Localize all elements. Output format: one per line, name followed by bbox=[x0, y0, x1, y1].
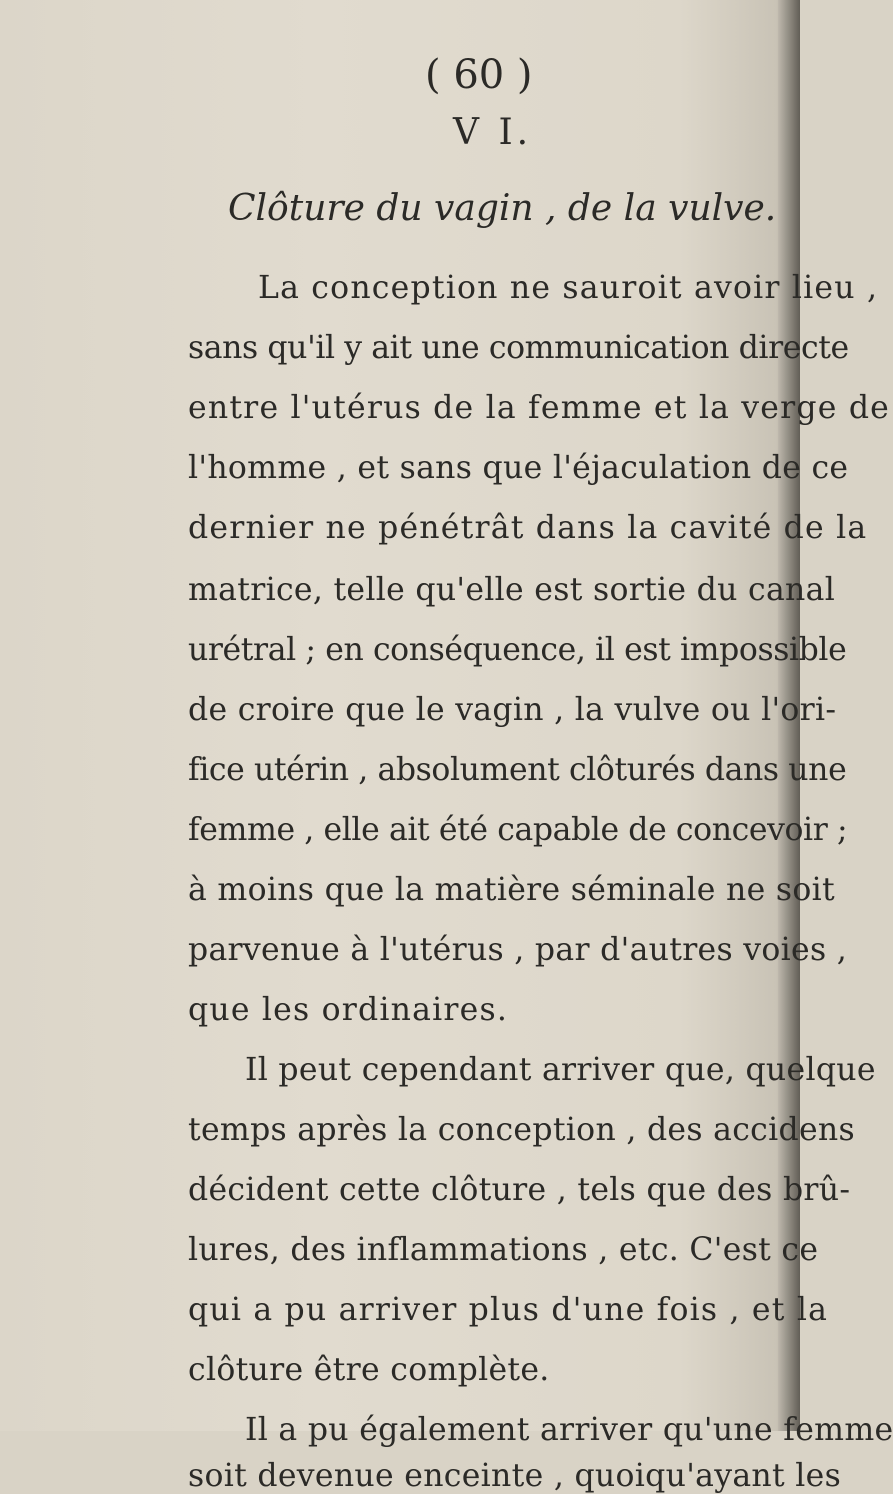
text-line: que les ordinaires. bbox=[188, 992, 509, 1028]
text-line: lures, des inflammations , etc. C'est ce bbox=[188, 1232, 819, 1268]
text-line: fice utérin , absolument clôturés dans une bbox=[188, 752, 847, 788]
text-line: sans qu'il y ait une communication directe bbox=[188, 330, 849, 366]
text-line: femme , elle ait été capable de concevoir ; bbox=[188, 812, 848, 848]
text-line: temps après la conception , des accidens bbox=[188, 1112, 855, 1148]
page-number: ( 60 ) bbox=[425, 52, 533, 98]
text-line: matrice, telle qu'elle est sortie du canal bbox=[188, 572, 836, 608]
text-line: de croire que le vagin , la vulve ou l'ori- bbox=[188, 692, 837, 728]
text-line: décident cette clôture , tels que des brû- bbox=[188, 1172, 851, 1208]
text-line: soit devenue enceinte , quoiqu'ayant les bbox=[188, 1458, 842, 1494]
text-line: parvenue à l'utérus , par d'autres voies , bbox=[188, 932, 848, 968]
text-line: urétral ; en conséquence, il est impossible bbox=[188, 632, 847, 668]
text-line: qui a pu arriver plus d'une fois , et la bbox=[188, 1292, 829, 1328]
section-title: Clôture du vagin , de la vulve. bbox=[228, 188, 777, 229]
text-line: à moins que la matière séminale ne soit bbox=[188, 872, 835, 908]
text-line: Il a pu également arriver qu'une femme bbox=[245, 1412, 893, 1448]
text-line: entre l'utérus de la femme et la verge de bbox=[188, 390, 891, 426]
text-line: l'homme , et sans que l'éjaculation de ce bbox=[188, 450, 849, 486]
text-line: dernier ne pénétrât dans la cavité de la bbox=[188, 510, 868, 546]
chapter-number: V I. bbox=[453, 112, 533, 153]
text-line: Il peut cependant arriver que, quelque bbox=[245, 1052, 876, 1088]
text-line: clôture être complète. bbox=[188, 1352, 550, 1388]
text-line: La conception ne sauroit avoir lieu , bbox=[258, 270, 879, 306]
